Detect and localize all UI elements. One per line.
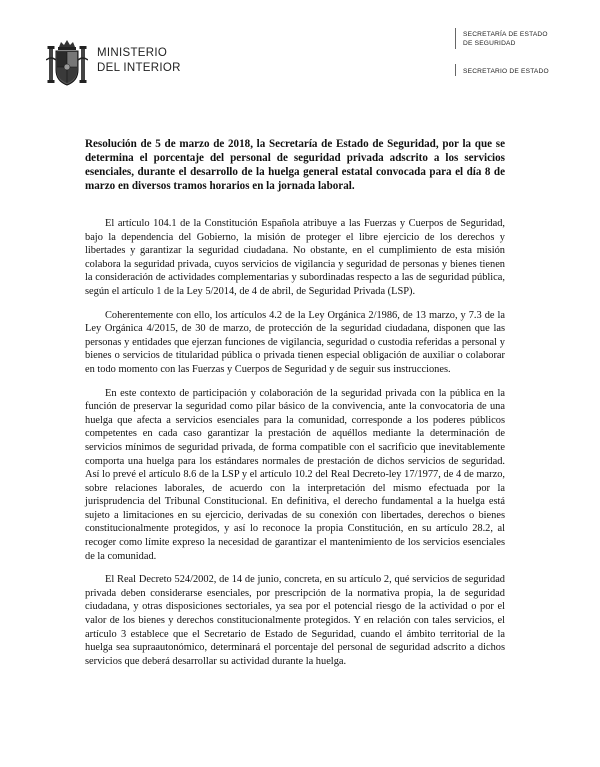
resolution-title: Resolución de 5 de marzo de 2018, la Secretaría de Estado de Seguridad, por la que se determina el porcentaje del personal de seguridad privada adscrito a los servicios esenciales, durante el desarrollo de la huelga general estatal convocada para el día 8 de marzo en diversos tramos horarios en la jornada laboral. xyxy=(85,138,505,192)
ministry-line-2: DEL INTERIOR xyxy=(97,62,181,74)
ministry-name xyxy=(97,46,181,76)
paragraph: El Real Decreto 524/2002, de 14 de junio, concreta, en su artículo 2, qué servicios de seguridad privada deben considerarse esenciales, por prescripción de la normativa propia, la de seguridad ciudadana, y otras disposiciones sectoriales, ya sea por el potencial riesgo de la actividad o por el valor de los bienes y derechos constitucionalmente protegidos. Y en relación con tales servicios, el artículo 3 establece que el Secretario de Estado de Seguridad, cuando el ámbito territorial de la huelga sea supraautonómico, determinará el porcentaje del personal de seguridad adscrito a dichos servicios que deberá desarrollar su actividad durante la huelga. xyxy=(85,574,505,667)
paragraph: El artículo 104.1 de la Constitución Española atribuye a las Fuerzas y Cuerpos de Seguridad, bajo la dependencia del Gobierno, la misión de proteger el libre ejercicio de los derechos y libertades y garantizar la seguridad ciudadana. No obstante, en el cumplimiento de esta misión colabora la seguridad privada, cuyos servicios de vigilancia y seguridad de personas y bienes tienen la consideración de actividades complementarias y subordinadas respecto a las de seguridad pública, según el artículo 1 de la Ley 5/2014, de 4 de abril, de Seguridad Privada (LSP). xyxy=(85,218,505,297)
paragraph: En este contexto de participación y colaboración de la seguridad privada con la pública en la función de preservar la seguridad como pilar básico de la convivencia, ante la convocatoria de una huelga que afecta a servicios esenciales para la comunidad, corresponde a los poderes públicos competentes en cada caso garantizar la prestación de aquéllos mediante la determinación de servicios mínimos de seguridad privada, de forma compatible con el sacrificio que inevitablemente comporta una huelga para los estándares normales de prestación de dichos servicios de seguridad. Así lo prevé el artículo 8.6 de la LSP y el artículo 10.2 del Real Decreto-ley 17/1977, de 4 de marzo, sobre relaciones laborales, de acuerdo con la interpretación del mismo efectuada por la jurisprudencia del Tribunal Constitucional. En definitiva, el derecho fundamental a la huelga está sujeto a limitaciones en su ejercicio, derivadas de su conexión con libertades, derechos o bienes constitucionalmente protegidos, y así lo reconoce la propia Constitución, en su artículo 28.2, al recoger como límite expreso la necesidad de garantizar el mantenimiento de los servicios esenciales de la comunidad. xyxy=(85,387,505,562)
office-label: SECRETARIO DE ESTADO xyxy=(463,68,549,75)
header-divider xyxy=(455,64,456,76)
ministry-line-1: MINISTERIO xyxy=(97,47,168,59)
header-divider xyxy=(455,28,456,49)
department-line-1: SECRETARÍA DE ESTADO xyxy=(463,31,548,38)
coat-of-arms-icon xyxy=(46,38,88,88)
department-line-2: DE SEGURIDAD xyxy=(463,40,516,47)
paragraph: Coherentemente con ello, los artículos 4.2 de la Ley Orgánica 2/1986, de 13 marzo, y 7.3 de la Ley Orgánica 4/2015, de 30 de marzo, de protección de la seguridad ciudadana, disponen que las personas y entidades que ejerzan funciones de vigilancia, seguridad o custodia referidas a personal y bienes o servicios de titularidad pública o privada tienen especial obligación de auxiliar o colaborar en todo momento con las Fuerzas y Cuerpos de Seguridad y de seguir sus instrucciones. xyxy=(85,309,505,375)
document-body xyxy=(85,217,505,678)
